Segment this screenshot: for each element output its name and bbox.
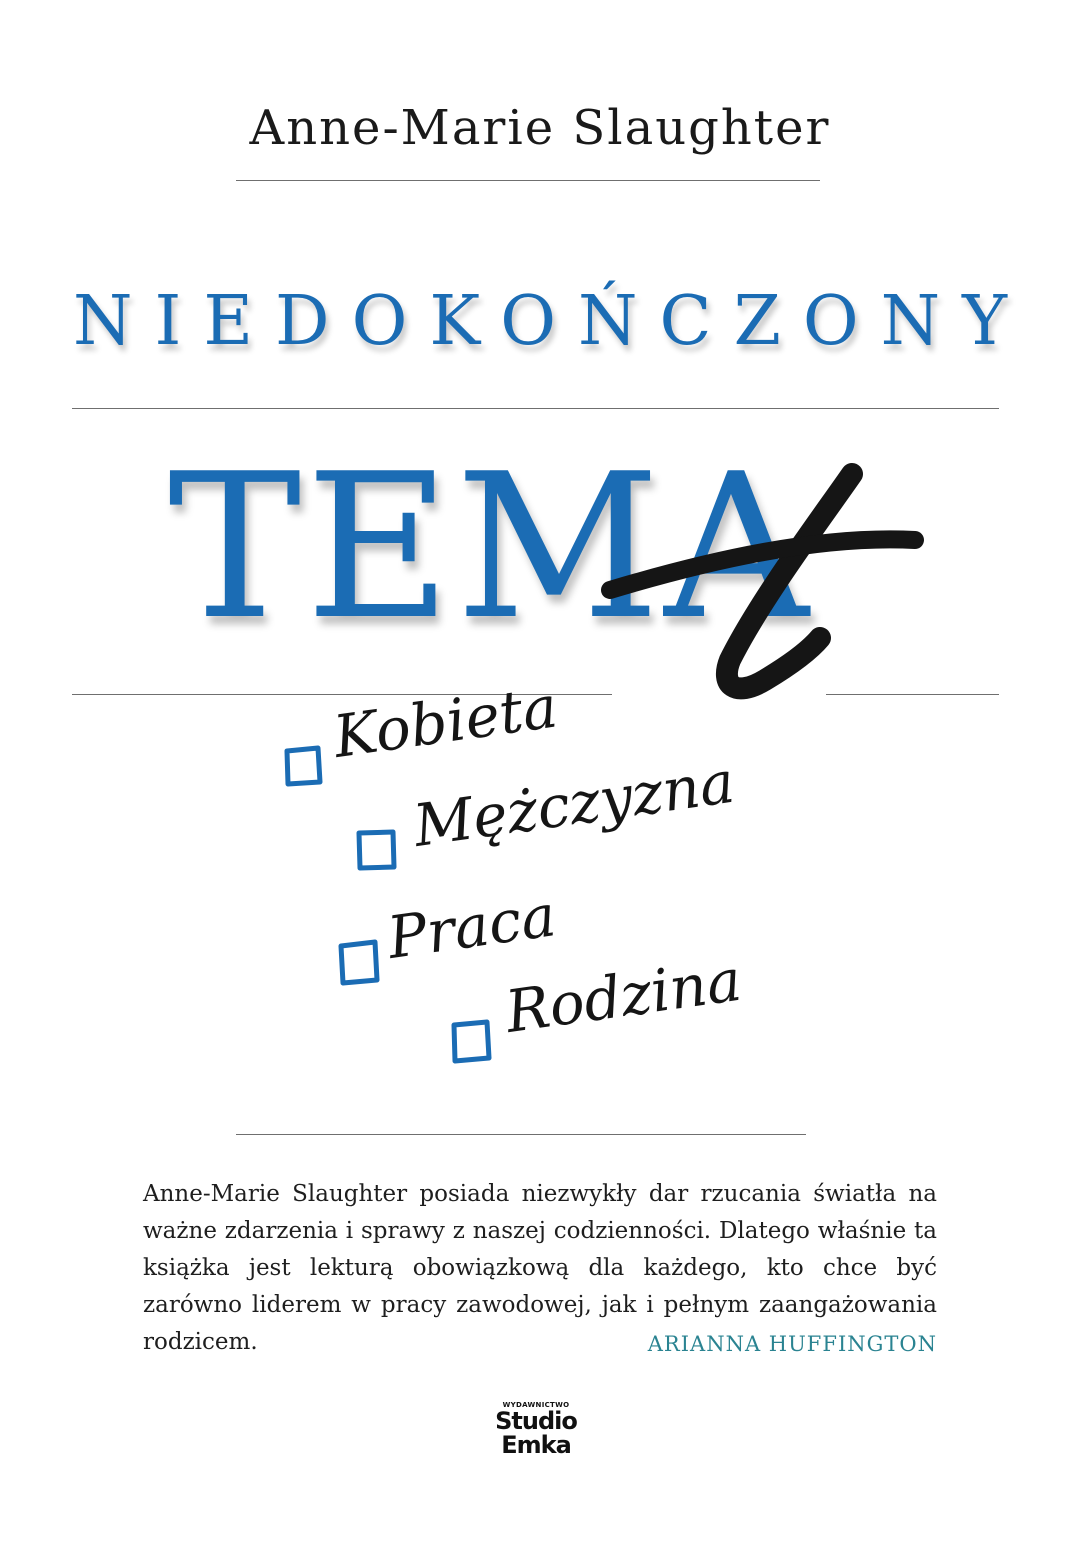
handwritten-t-letter xyxy=(600,460,940,710)
publisher-name-line1: Studio xyxy=(495,1407,577,1435)
divider-title-right xyxy=(826,694,999,695)
divider-subtitle xyxy=(72,408,999,409)
checkbox-icon xyxy=(355,828,399,872)
checkbox-icon xyxy=(337,938,381,988)
quote-author: ARIANNA HUFFINGTON xyxy=(647,1332,937,1356)
publisher-name-line2: Emka xyxy=(501,1431,571,1459)
checklist-label: Rodzina xyxy=(501,945,746,1046)
subtitle: NIEDOKOŃCZONY xyxy=(73,282,1029,361)
title: TEMA xyxy=(168,431,813,664)
divider-bottom xyxy=(236,1134,806,1135)
author-name: Anne-Marie Slaughter xyxy=(249,100,831,156)
checklist-label: Kobieta xyxy=(329,672,562,771)
publisher-label: WYDAWNICTWO xyxy=(502,1401,570,1409)
checklist-label: Mężczyzna xyxy=(409,747,739,860)
checkbox-icon xyxy=(283,745,323,787)
checklist-label: Praca xyxy=(383,881,560,972)
blurb-quote: Anne-Marie Slaughter posiada niezwykły dar rzucania światła na ważne zdarzenia i sprawy z naszej codzienności. Dlatego właśnie ta książka jest lekturą obowiązkową dla każdego, kto chce być zarówno liderem w pracy zawodowej, jak i pełnym zaangażowania rodzicem. xyxy=(143,1181,937,1355)
divider-top xyxy=(236,180,820,181)
publisher-logo xyxy=(494,1402,578,1457)
checkbox-icon xyxy=(449,1018,493,1066)
